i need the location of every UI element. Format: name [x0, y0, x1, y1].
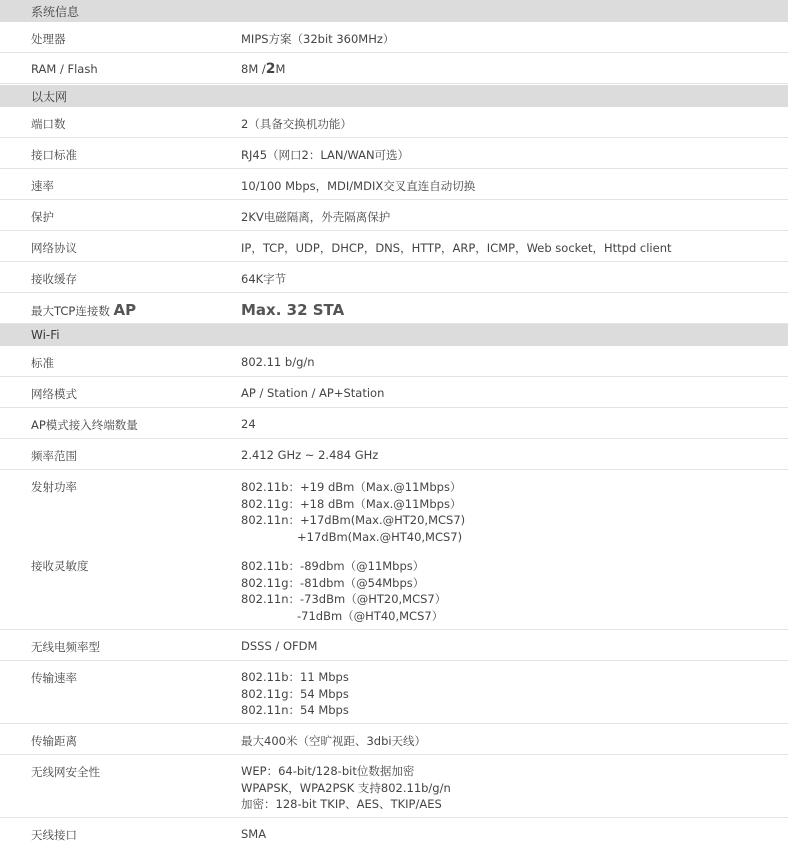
spec-label: 网络协议 [31, 241, 77, 255]
spec-label: AP模式接入终端数量 [31, 418, 138, 432]
spec-label: 无线网安全性 [31, 765, 100, 779]
security-line: 加密：128-bit TKIP、AES、TKIP/AES [241, 797, 442, 811]
spec-value: 64K字节 [241, 272, 287, 286]
spec-row-tcp [0, 293, 788, 324]
spec-value: 最大400米（空旷视距、3dbi天线） [241, 734, 427, 748]
spec-row-ap-clients [0, 408, 788, 439]
spec-label: 处理器 [31, 32, 66, 46]
throughput-line: 802.11g：54 Mbps [241, 686, 349, 701]
section-title: Wi-Fi [31, 328, 60, 342]
tcp-label-text: 最大TCP连接数 [31, 304, 110, 318]
spec-label: 传输距离 [31, 734, 77, 748]
memory-flash-number: 2 [265, 61, 276, 77]
spec-value: 10/100 Mbps，MDI/MDIX交叉直连自动切换 [241, 179, 476, 193]
spec-row-security [0, 755, 788, 818]
section-header-system [0, 0, 788, 22]
section-title: 以太网 [31, 89, 68, 104]
spec-label: 接收灵敏度 [31, 559, 89, 573]
spec-value: IP，TCP，UDP，DHCP，DNS，HTTP，ARP，ICMP，Web socket，Httpd client [241, 241, 672, 255]
spec-row-frequency [0, 439, 788, 470]
section-header-wifi [0, 324, 788, 346]
sensitivity-line: 802.11b：-89dbm（@11Mbps） [241, 559, 425, 573]
section-header-ethernet [0, 85, 788, 107]
spec-row-standard [0, 346, 788, 377]
spec-value: RJ45（网口2：LAN/WAN可选） [241, 148, 410, 162]
memory-ram: 8M / [241, 62, 266, 76]
spec-label: 频率范围 [31, 449, 77, 463]
spec-label: 无线电频率型 [31, 640, 100, 654]
spec-row-mode [0, 377, 788, 408]
tx-power-line: 802.11g：+18 dBm（Max.@11Mbps） [241, 496, 462, 511]
spec-label: RAM / Flash [31, 62, 98, 76]
spec-label: 端口数 [31, 117, 66, 131]
tx-power-line: 802.11n：+17dBm(Max.@HT20,MCS7) [241, 513, 466, 527]
spec-row-buffer [0, 262, 788, 293]
spec-row-interface [0, 138, 788, 169]
spec-value [241, 763, 451, 813]
spec-row-protection [0, 200, 788, 231]
section-title: 系统信息 [31, 4, 80, 19]
spec-label: 发射功率 [31, 480, 77, 494]
spec-value-sensitivity [241, 558, 446, 624]
sensitivity-line: 802.11g：-81dbm（@54Mbps） [241, 575, 425, 590]
spec-label [31, 301, 136, 319]
spec-row-ports [0, 107, 788, 138]
security-line: WEP：64-bit/128-bit位数据加密 [241, 764, 415, 778]
spec-value: 802.11 b/g/n [241, 355, 315, 369]
tx-power-line: +17dBm(Max.@HT40,MCS7) [297, 529, 463, 544]
spec-row-protocols [0, 231, 788, 262]
spec-label: 速率 [31, 179, 54, 193]
spec-value: AP / Station / AP+Station [241, 386, 385, 400]
spec-row-radio [0, 470, 788, 630]
spec-value: 2.412 GHz ~ 2.484 GHz [241, 448, 379, 462]
spec-value: MIPS方案（32bit 360MHz） [241, 32, 395, 46]
tx-power-line: 802.11b：+19 dBm（Max.@11Mbps） [241, 480, 462, 494]
spec-value [241, 669, 349, 719]
spec-value: 24 [241, 417, 256, 431]
spec-row-rate [0, 169, 788, 200]
spec-value: Max. 32 STA [241, 301, 345, 319]
spec-label: 网络模式 [31, 387, 77, 401]
spec-value: DSSS / OFDM [241, 639, 318, 653]
spec-label: 保护 [31, 210, 54, 224]
spec-label: 传输速率 [31, 671, 77, 685]
spec-value [241, 61, 285, 77]
spec-row-processor [0, 22, 788, 53]
spec-value: 2（具备交换机功能） [241, 117, 352, 131]
spec-label: 标准 [31, 356, 54, 370]
spec-row-throughput [0, 661, 788, 724]
spec-label: 接口标准 [31, 148, 77, 162]
spec-row-memory [0, 53, 788, 84]
throughput-line: 802.11b：11 Mbps [241, 670, 349, 684]
sensitivity-line: 802.11n：-73dBm（@HT20,MCS7） [241, 592, 447, 606]
spec-value: SMA [241, 827, 267, 841]
spec-label: 接收缓存 [31, 272, 77, 286]
spec-row-rf-type [0, 630, 788, 661]
spec-value-tx-power [241, 479, 465, 545]
spec-row-distance [0, 724, 788, 755]
security-line: WPAPSK，WPA2PSK 支持802.11b/g/n [241, 780, 451, 795]
sensitivity-line: -71dBm（@HT40,MCS7） [297, 608, 444, 623]
spec-label: 天线接口 [31, 828, 77, 842]
tcp-label-ap: AP [113, 301, 137, 319]
memory-flash-unit: M [275, 62, 286, 76]
spec-row-antenna [0, 818, 788, 848]
throughput-line: 802.11n：54 Mbps [241, 703, 349, 717]
spec-value: 2KV电磁隔离，外壳隔离保护 [241, 210, 391, 224]
